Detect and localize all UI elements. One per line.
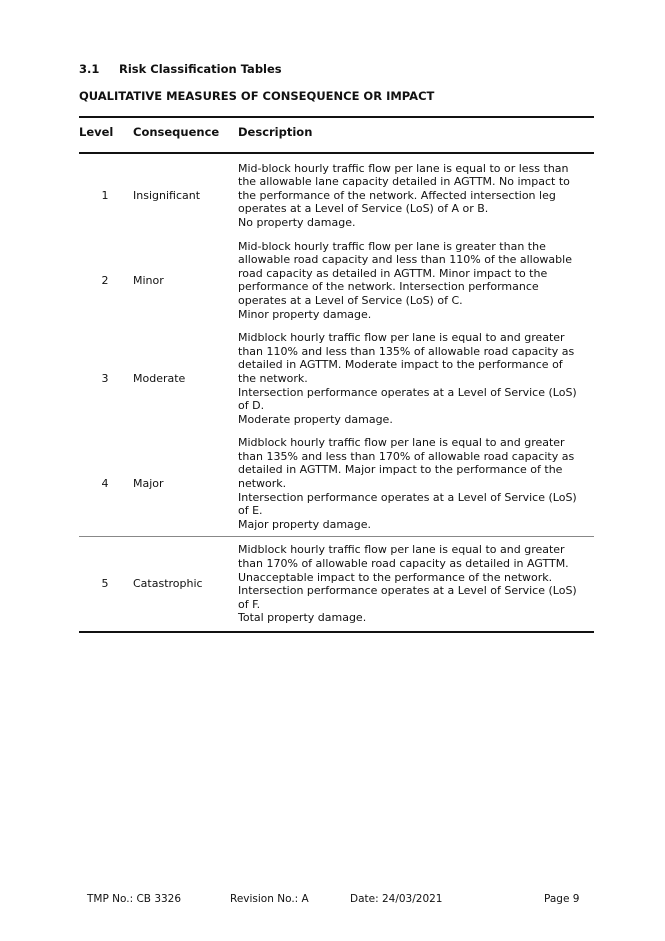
- table-row: [79, 235, 594, 327]
- row-description: [238, 235, 594, 327]
- description-line: Moderate property damage.: [238, 412, 393, 426]
- header-description: Description: [238, 117, 594, 153]
- header-consequence: Consequence: [131, 117, 238, 153]
- table-header-row: [79, 117, 594, 153]
- description-line: Mid-block hourly traffic flow per lane is greater than the: [238, 239, 546, 253]
- description-line: than 170% of allowable road capacity as detailed in AGTTM.: [238, 557, 569, 571]
- description-line: of E.: [238, 504, 263, 518]
- description-line: Minor property damage.: [238, 307, 372, 321]
- row-level: 4: [101, 477, 109, 491]
- table-title: QUALITATIVE MEASURES OF CONSEQUENCE OR IMPACT: [79, 89, 435, 103]
- table-row: [79, 153, 594, 235]
- description-line: Midblock hourly traffic flow per lane is equal to and greater: [238, 436, 565, 450]
- section-heading: [79, 62, 282, 76]
- row-level: 1: [101, 188, 109, 202]
- row-description: [238, 326, 594, 431]
- description-line: Unacceptable impact to the performance of the network.: [238, 570, 553, 584]
- row-level: 3: [101, 371, 109, 385]
- footer-tmp-number: TMP No.: CB 3326: [87, 893, 182, 905]
- description-line: Midblock hourly traffic flow per lane is equal to and greater: [238, 331, 565, 345]
- footer-date: Date: 24/03/2021: [350, 893, 443, 905]
- description-line: Intersection performance operates at a Level of Service (LoS): [238, 490, 577, 504]
- table-row: [79, 537, 594, 632]
- description-line: the allowable lane capacity detailed in AGTTM. No impact to: [238, 175, 570, 189]
- description-line: Intersection performance operates at a Level of Service (LoS): [238, 385, 577, 399]
- description-line: detailed in AGTTM. Major impact to the performance of the: [238, 463, 563, 477]
- row-consequence: Catastrophic: [131, 537, 238, 632]
- description-line: allowable road capacity and less than 110% of the allowable: [238, 253, 572, 267]
- description-line: No property damage.: [238, 215, 356, 229]
- description-line: performance of the network. Intersection performance: [238, 280, 539, 294]
- description-line: of F.: [238, 597, 261, 611]
- row-consequence: Moderate: [133, 371, 186, 385]
- row-description: [238, 431, 594, 537]
- section-title: Risk Classification Tables: [119, 62, 282, 76]
- description-line: operates at a Level of Service (LoS) of A or B.: [238, 202, 489, 216]
- description-line: Mid-block hourly traffic flow per lane is equal to or less than: [238, 161, 569, 175]
- row-level: 5: [79, 537, 131, 632]
- description-line: of D.: [238, 399, 265, 413]
- footer-revision: Revision No.: A: [230, 893, 309, 905]
- description-line: than 110% and less than 135% of allowable road capacity as: [238, 344, 575, 358]
- description-line: the performance of the network. Affected intersection leg: [238, 188, 556, 202]
- description-line: road capacity as detailed in AGTTM. Minor impact to the: [238, 266, 548, 280]
- row-consequence: Minor: [133, 273, 164, 287]
- table-row: [79, 326, 594, 431]
- risk-table: [79, 116, 594, 633]
- description-line: Intersection performance operates at a Level of Service (LoS): [238, 584, 577, 598]
- description-line: detailed in AGTTM. Moderate impact to the performance of: [238, 358, 563, 372]
- description-line: Major property damage.: [238, 517, 372, 531]
- row-consequence: Insignificant: [133, 188, 201, 202]
- row-description: [238, 153, 594, 235]
- row-consequence: Major: [133, 477, 164, 491]
- description-line: network.: [238, 477, 287, 491]
- description-line: than 135% and less than 170% of allowable road capacity as: [238, 449, 575, 463]
- header-level: Level: [79, 117, 131, 153]
- section-number: 3.1: [79, 62, 100, 76]
- description-line: Total property damage.: [238, 611, 367, 625]
- description-line: operates at a Level of Service (LoS) of C.: [238, 293, 463, 307]
- row-description: [238, 537, 594, 632]
- description-line: Midblock hourly traffic flow per lane is equal to and greater: [238, 543, 565, 557]
- row-level: 2: [101, 273, 109, 287]
- description-line: the network.: [238, 371, 308, 385]
- footer-page-number: Page 9: [544, 893, 580, 905]
- table-row: [79, 431, 594, 537]
